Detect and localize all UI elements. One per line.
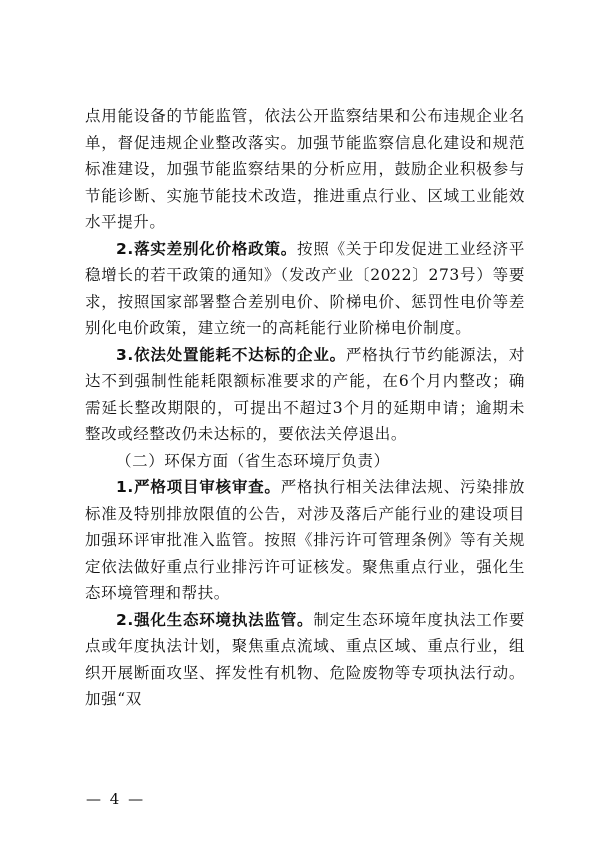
paragraph-text: 制定生态环境年度执法工作要点或年度执法计划，聚焦重点流域、重点区域、重点行业，组织开展断面攻坚、挥发性有机物、危险废物等专项执法行动。加强“双 xyxy=(85,610,525,708)
paragraph-continuation xyxy=(85,103,525,236)
document-body xyxy=(85,103,525,713)
paragraph-heading: 2.强化生态环境执法监管。 xyxy=(116,610,314,629)
paragraph-text: 按照《关于印发促进工业经济平稳增长的若干政策的通知》（发改产业〔2022〕273号）等要求，按照国家部署整合差别电价、阶梯电价、惩罚性电价等差别化电价政策，建立统一的高耗能行业阶梯电价制度。 xyxy=(85,239,526,337)
paragraph-text: 严格执行节约能源法，对达不到强制性能耗限额标准要求的产能，在6个月内整改；确需延长整改期限的，可提出不超过3个月的延期申请；逾期未整改或经整改仍未达标的，要依法关停退出。 xyxy=(85,345,525,443)
paragraph-heading: 1.严格项目审核审查。 xyxy=(116,478,281,496)
page-number: — 4 — xyxy=(86,790,146,808)
paragraph-energy-compliance xyxy=(85,342,525,448)
paragraph-price-policy xyxy=(85,236,525,342)
paragraph-heading: 2.落实差别化价格政策。 xyxy=(116,239,298,258)
section-heading: （二）环保方面（省生态环境厅负责） xyxy=(116,451,390,470)
paragraph-heading: 3.依法处置能耗不达标的企业。 xyxy=(116,345,346,364)
paragraph-text: 严格执行相关法律法规、污染排放标准及特别排放限值的公告，对涉及落后产能行业的建设项目加强环评审批准入监管。按照《排污许可管理条例》等有关规定依法做好重点行业排污许可证核发。聚焦重点行业，强化生态环境管理和帮扶。 xyxy=(85,478,525,602)
paragraph-project-review xyxy=(85,474,525,607)
paragraph-enforcement xyxy=(85,607,525,713)
paragraph-text: 点用能设备的节能监管，依法公开监察结果和公布违规企业名单，督促违规企业整改落实。加强节能监察信息化建设和规范标准建设，加强节能监察结果的分析应用，鼓励企业积极参与节能诊断、实施节能技术改造，推进重点行业、区域工业能效水平提升。 xyxy=(85,107,525,231)
